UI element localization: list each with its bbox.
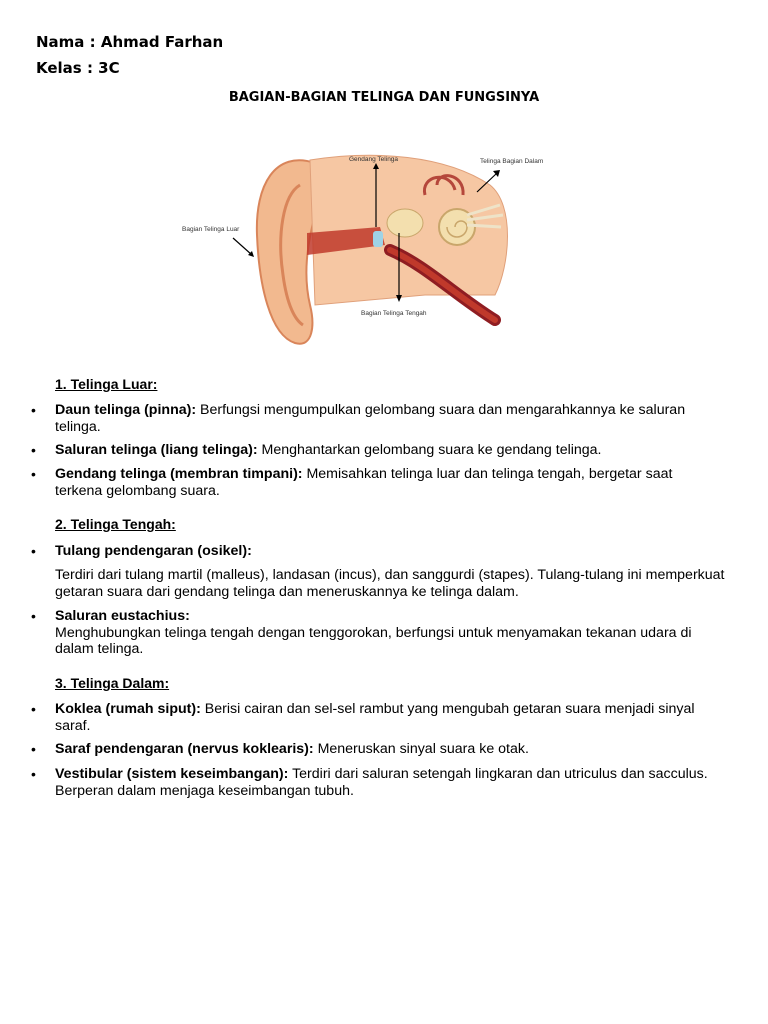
list-item xyxy=(55,766,715,799)
ear-anatomy-illustration xyxy=(175,145,565,350)
page-title: BAGIAN-BAGIAN TELINGA DAN FUNGSINYA xyxy=(228,90,540,105)
heading-middle-ear: 2. Telinga Tengah: xyxy=(55,516,176,532)
term-cochlea: Koklea (rumah siput): xyxy=(55,701,201,717)
desc-auditory-nerve: Meneruskan sinyal suara ke otak. xyxy=(313,741,529,757)
term-eardrum: Gendang telinga (membran timpani): xyxy=(55,466,303,482)
arrow-middle-head xyxy=(396,295,402,302)
heading-outer-ear: 1. Telinga Luar: xyxy=(55,376,158,392)
desc-pinna: Berfungsi mengumpulkan gelombang suara dan mengarahkannya ke saluran telinga. xyxy=(55,402,686,435)
student-name: Nama : Ahmad Farhan xyxy=(36,33,224,51)
label-inner-ear: Telinga Bagian Dalam xyxy=(480,158,544,165)
list-item xyxy=(55,608,715,658)
label-middle-ear: Bagian Telinga Tengah xyxy=(361,310,427,317)
list-item xyxy=(55,701,715,734)
list-item xyxy=(55,442,715,459)
list-item xyxy=(55,741,715,758)
term-pinna: Daun telinga (pinna): xyxy=(55,402,197,418)
desc-eardrum: Memisahkan telinga luar dan telinga tengah, bergetar saat terkena gelombang suara. xyxy=(55,466,673,499)
label-eardrum: Gendang Telinga xyxy=(349,156,399,163)
heading-inner-ear: 3. Telinga Dalam: xyxy=(55,675,170,691)
desc-ear-canal: Menghantarkan gelombang suara ke gendang telinga. xyxy=(257,442,602,458)
arrow-outer xyxy=(233,238,252,255)
desc-ossicles: Terdiri dari tulang martil (malleus), landasan (incus), dan sanggurdi (stapes). Tulang-tulang ini memperkuat getaran suara dari gendang telinga dan meneruskannya ke telinga dalam. xyxy=(55,567,725,600)
outer-ear-shape xyxy=(257,160,315,343)
label-outer-ear: Bagian Telinga Luar xyxy=(182,226,240,233)
ossicles-shape xyxy=(387,209,423,237)
student-class: Kelas : 3C xyxy=(36,59,120,77)
term-eustachian: Saluran eustachius: xyxy=(55,608,190,624)
term-auditory-nerve: Saraf pendengaran (nervus koklearis): xyxy=(55,741,314,757)
list-item xyxy=(55,466,715,499)
term-ossicles: Tulang pendengaran (osikel): xyxy=(55,543,252,559)
list-item xyxy=(55,543,715,560)
eardrum-shape xyxy=(373,231,383,247)
term-ear-canal: Saluran telinga (liang telinga): xyxy=(55,442,258,458)
desc-cochlea: Berisi cairan dan sel-sel rambut yang mengubah getaran suara menjadi sinyal saraf. xyxy=(55,701,695,734)
desc-vestibular: Terdiri dari saluran setengah lingkaran dan utriculus dan sacculus. Berperan dalam menjaga keseimbangan tubuh. xyxy=(55,766,708,799)
desc-eustachian: Menghubungkan telinga tengah dengan tenggorokan, berfungsi untuk menyamakan tekanan udara di dalam telinga. xyxy=(55,624,692,657)
list-item xyxy=(55,402,715,435)
term-vestibular: Vestibular (sistem keseimbangan): xyxy=(55,766,289,782)
